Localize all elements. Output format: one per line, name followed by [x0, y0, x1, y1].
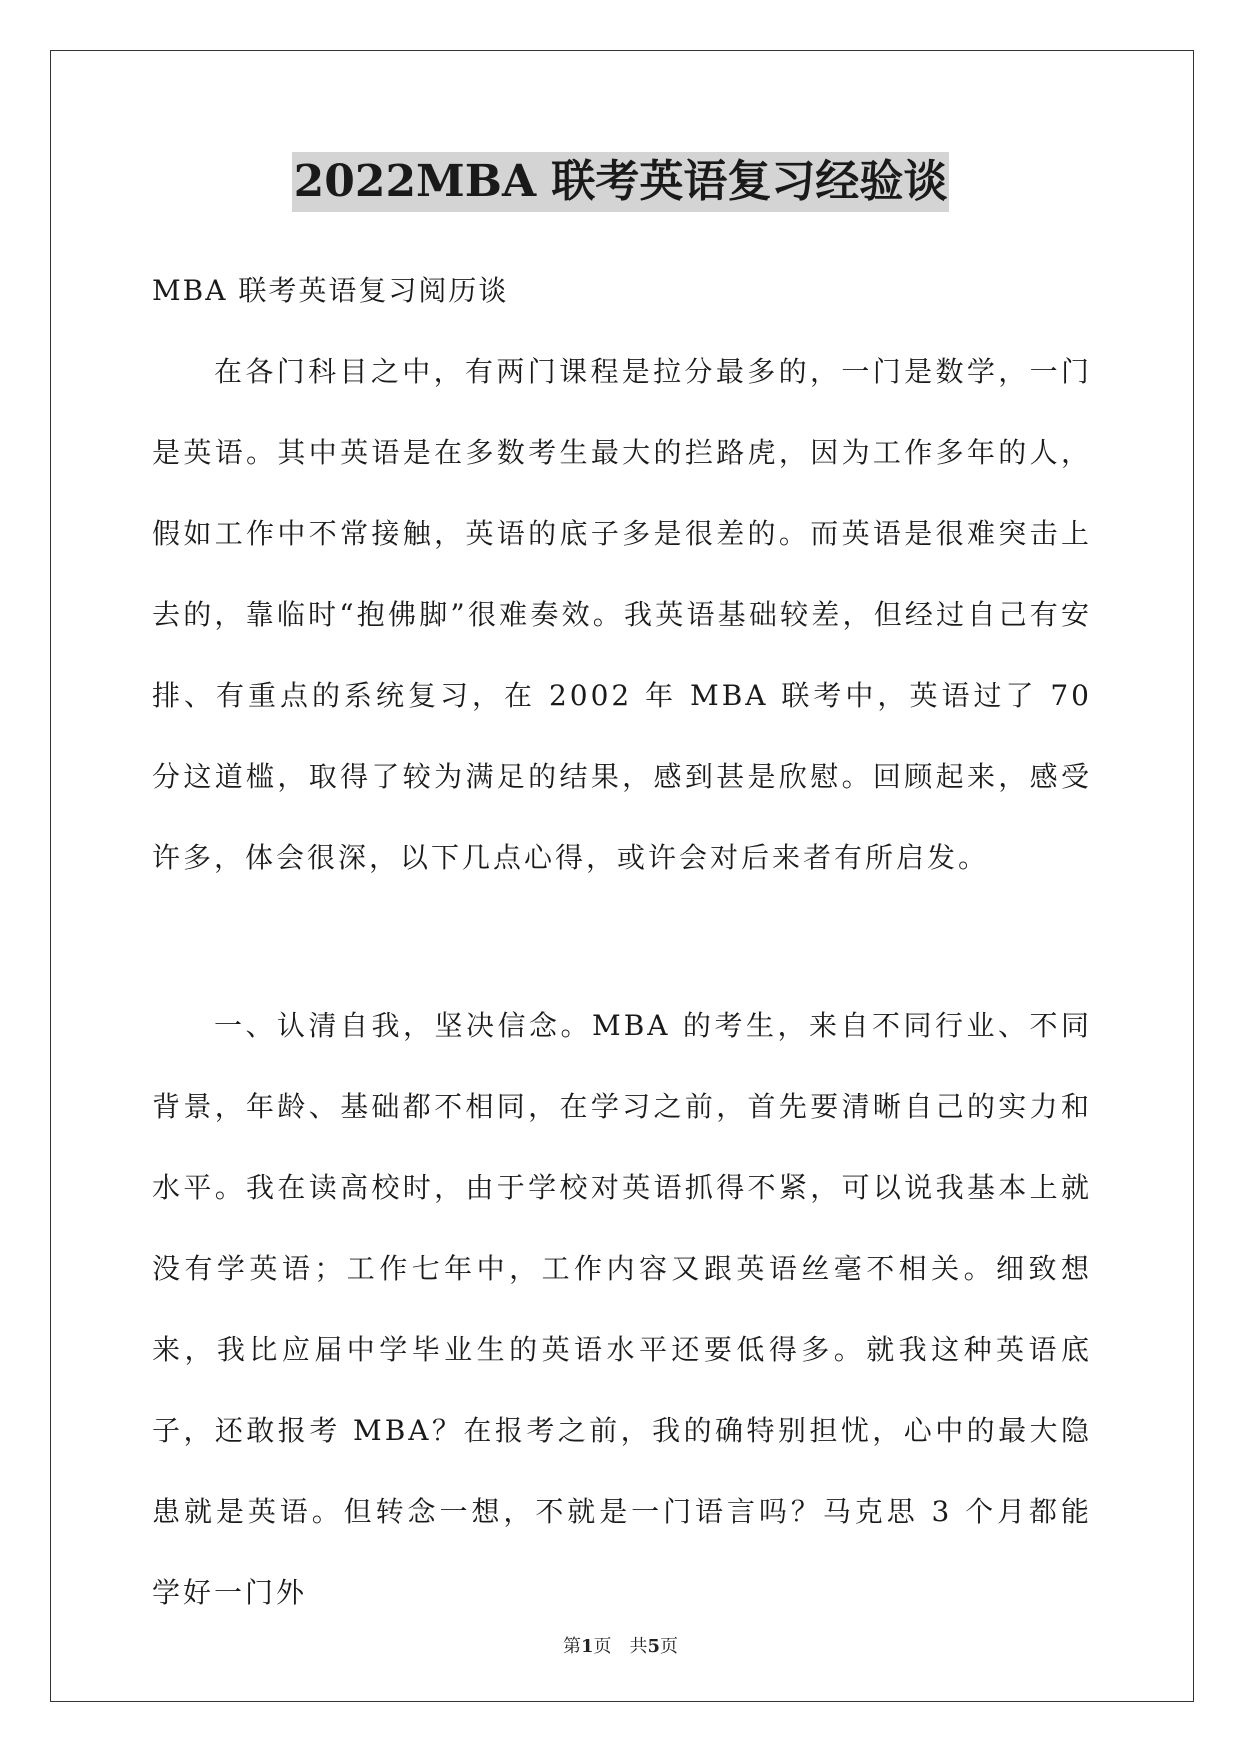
- page-footer: [0, 1635, 1241, 1659]
- footer-current-page: 1: [580, 1636, 594, 1657]
- document-title: 2022MBA 联考英语复习经验谈: [292, 152, 950, 212]
- paragraph-intro: 在各门科目之中，有两门课程是拉分最多的，一门是数学，一门是英语。其中英语是在多数考生最大的拦路虎，因为工作多年的人，假如工作中不常接触，英语的底子多是很差的。而英语是很难突击上去的，靠临时“抱佛脚”很难奏效。我英语基础较差，但经过自己有安排、有重点的系统复习，在 2002 年 MBA 联考中，英语过了 70 分这道槛，取得了较为满足的结果，感到甚是欣慰。回顾起来，感受许多，体会很深，以下几点心得，或许会对后来者有所启发。: [152, 355, 1092, 874]
- footer-total-pages: 5: [647, 1636, 661, 1657]
- document-subtitle: MBA 联考英语复习阅历谈: [152, 274, 509, 307]
- title-container: [0, 152, 1241, 212]
- paragraph-section-one: 一、认清自我，坚决信念。MBA 的考生，来自不同行业、不同背景，年龄、基础都不相同，在学习之前，首先要清晰自己的实力和水平。我在读高校时，由于学校对英语抓得不紧，可以说我基本上就没有学英语；工作七年中，工作内容又跟英语丝毫不相关。细致想来，我比应届中学毕业生的英语水平还要低得多。就我这种英语底子，还敢报考 MBA？在报考之前，我的确特别担忧，心中的最大隐患就是英语。但转念一想，不就是一门语言吗？马克思 3 个月都能学好一门外: [152, 1009, 1092, 1609]
- footer-mid: 页 共: [593, 1636, 648, 1657]
- footer-suffix: 页: [660, 1636, 679, 1657]
- footer-prefix: 第: [562, 1636, 581, 1657]
